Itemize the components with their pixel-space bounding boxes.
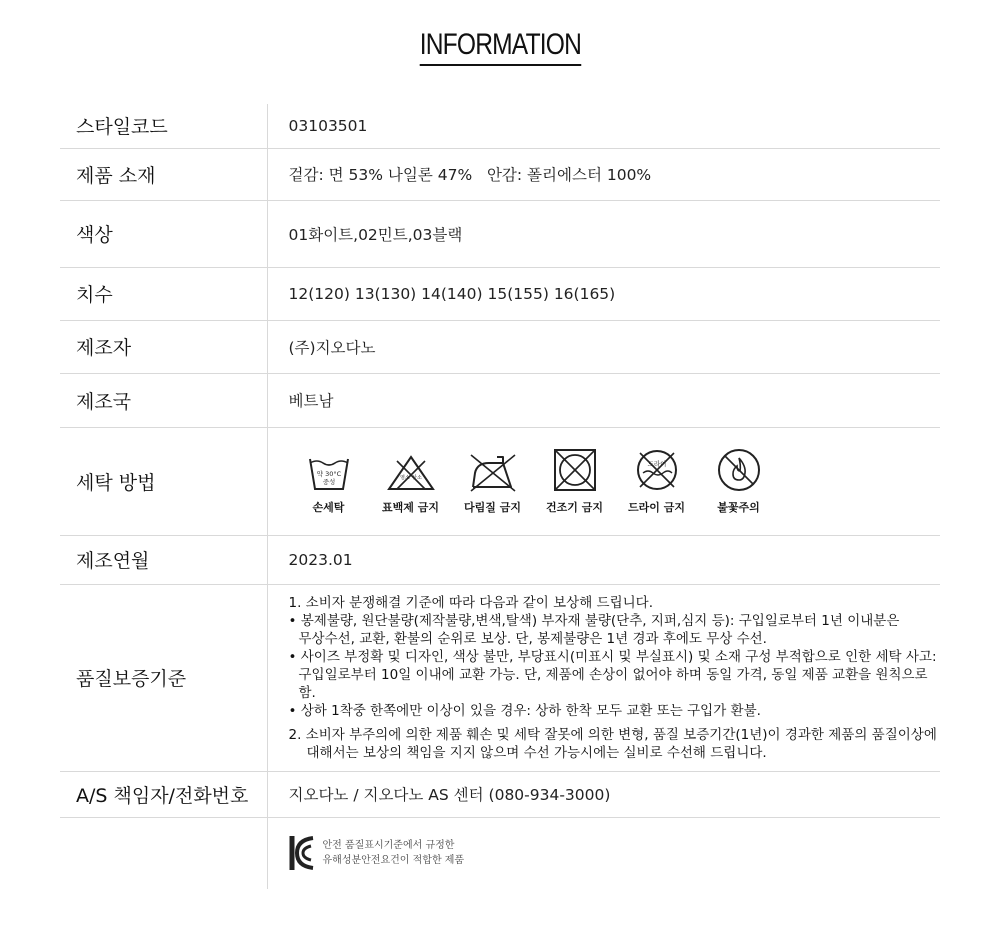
kc-certification-logo-icon [289, 834, 315, 872]
date-value: 2023.01 [267, 535, 940, 584]
style-code-value: 03103501 [267, 104, 940, 148]
no-bleach-chlorine: 염소 [399, 475, 410, 481]
kc-mark [289, 834, 941, 872]
kc-value [267, 817, 940, 889]
row-washing [60, 427, 940, 535]
washing-label: 세탁 방법 [60, 427, 267, 535]
care-item-no-iron [453, 449, 533, 515]
as-value: 지오다노 / 지오다노 AS 센터 (080-934-3000) [267, 771, 940, 817]
no-iron-icon [467, 449, 519, 493]
no-tumble-dry-label: 건조기 금지 [546, 501, 603, 514]
row-country [60, 373, 940, 427]
kc-label-empty [60, 817, 267, 889]
maker-label: 제조자 [60, 320, 267, 373]
quality-item-2a: 2. 소비자 부주의에 의한 제품 훼손 및 세탁 잘못에 의한 변형, 품질 보증기간(1년)이 경과한 제품의 품질이상에 [288, 726, 937, 743]
washing-value [267, 427, 940, 535]
row-quality [60, 584, 940, 771]
color-value: 01화이트,02민트,03블랙 [267, 200, 940, 267]
no-dry-clean-label: 드라이 금지 [628, 501, 685, 514]
quality-text [289, 594, 941, 762]
kc-line-2: 유해성분안전요건이 적합한 제품 [322, 855, 465, 867]
quality-bullet-2b: 구입일로부터 10일 이내에 교환 가능. 단, 제품에 손상이 없어야 하며 동일 가격, 동일 제품 교환을 원칙으로 함. [298, 666, 928, 701]
no-bleach-label: 표백제 금지 [382, 501, 439, 514]
row-material [60, 148, 940, 200]
care-item-no-tumble-dry [535, 447, 615, 515]
quality-value [267, 584, 940, 771]
row-style-code [60, 104, 940, 148]
style-code-label: 스타일코드 [60, 104, 267, 148]
quality-bullet-1b: 무상수선, 교환, 환불의 순위로 보상. 단, 봉제불량은 1년 경과 후에도 무상 수선. [298, 630, 767, 647]
quality-item-1: 1. 소비자 분쟁해결 기준에 따라 다음과 같이 보상해 드립니다. [288, 594, 653, 611]
quality-bullet-3: • 상하 1착중 한쪽에만 이상이 있을 경우: 상하 한착 모두 교환 또는 구입가 환불. [288, 702, 761, 719]
row-kc [60, 817, 940, 889]
row-color [60, 200, 940, 267]
page-title-wrap [0, 28, 1000, 66]
material-value: 겉감: 면 53% 나일론 47% 안감: 폴리에스터 100% [267, 148, 940, 200]
as-label: A/S 책임자/전화번호 [60, 771, 267, 817]
country-value: 베트남 [267, 373, 940, 427]
no-bleach-oxygen: 산소 [411, 475, 422, 481]
material-label: 제품 소재 [60, 148, 267, 200]
row-maker [60, 320, 940, 373]
row-date [60, 535, 940, 584]
care-item-hand-wash [289, 453, 369, 515]
no-dry-clean-text: 드라이 [647, 460, 666, 468]
kc-text [323, 838, 465, 868]
fire-caution-label: 불꽃주의 [717, 501, 760, 514]
quality-bullet-1: • 봉제불량, 원단불량(제작불량,변색,탈색) 부자재 불량(단추, 지퍼,심지 등): 구입일로부터 1년 이내분은 [288, 612, 900, 629]
quality-label: 품질보증기준 [60, 584, 267, 771]
row-size [60, 267, 940, 320]
size-value: 12(120) 13(130) 14(140) 15(155) 16(165) [267, 267, 940, 320]
maker-value: (주)지오다노 [267, 320, 940, 373]
size-label: 치수 [60, 267, 267, 320]
hand-wash-icon [307, 453, 351, 493]
care-icons [289, 447, 941, 515]
quality-bullet-1a: 봉제불량, 원단불량(제작불량,변색,탈색) 부자재 불량(단추, 지퍼,심지 등): 구입일로부터 1년 이내분은 [300, 612, 900, 629]
quality-item-2b: 대해서는 보상의 책임을 지지 않으며 수선 가능시에는 실비로 수선해 드립니다. [306, 744, 767, 761]
no-bleach-icon [385, 453, 437, 493]
product-info-table [60, 104, 940, 889]
fire-caution-icon [716, 447, 762, 493]
hand-wash-detergent: 중성 [322, 478, 335, 486]
kc-line-1: 안전 품질표시기준에서 규정한 [322, 840, 455, 852]
date-label: 제조연월 [60, 535, 267, 584]
quality-bullet-2a: 사이즈 부정확 및 디자인, 색상 불만, 부당표시(미표시 및 부실표시) 및 소재 구성 부적합으로 인한 세탁 사고: [300, 648, 937, 665]
hand-wash-label: 손세탁 [312, 501, 345, 514]
care-item-fire-caution [699, 447, 779, 515]
care-item-no-dry-clean [617, 447, 697, 515]
no-iron-label: 다림질 금지 [464, 501, 521, 514]
care-item-no-bleach [371, 453, 451, 515]
row-as [60, 771, 940, 817]
hand-wash-temp: 약 30°C [316, 470, 341, 478]
page-title: INFORMATION [419, 28, 580, 66]
country-label: 제조국 [60, 373, 267, 427]
color-label: 색상 [60, 200, 267, 267]
quality-bullet-2: • 사이즈 부정확 및 디자인, 색상 불만, 부당표시(미표시 및 부실표시) 및 소재 구성 부적합으로 인한 세탁 사고: [288, 648, 937, 665]
quality-bullet-3-text: 상하 1착중 한쪽에만 이상이 있을 경우: 상하 한착 모두 교환 또는 구입가 환불. [300, 702, 761, 719]
no-tumble-dry-icon [552, 447, 598, 493]
no-dry-clean-icon [634, 447, 680, 493]
